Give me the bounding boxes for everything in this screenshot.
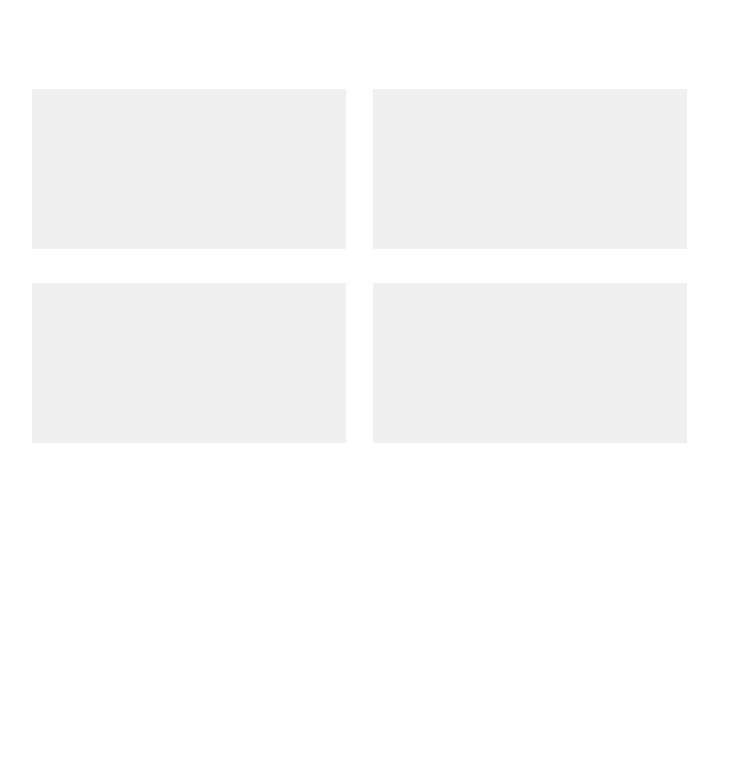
system-3-bode-plot [32, 283, 346, 443]
system-2-bode-plot [373, 89, 687, 249]
system-4-bode-plot [373, 283, 687, 443]
system-1-bode-plot [32, 89, 346, 249]
